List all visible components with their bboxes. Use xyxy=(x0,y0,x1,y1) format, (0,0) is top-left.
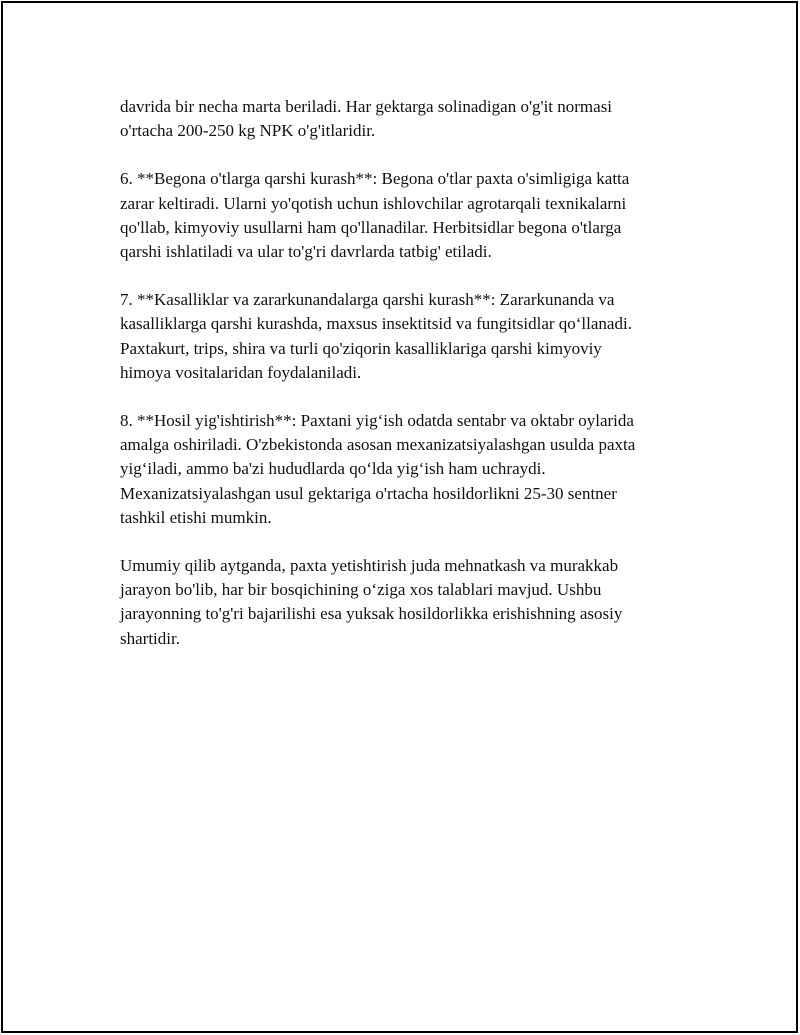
text-line: himoya vositalaridan foydalaniladi. xyxy=(120,362,362,382)
text-line: 7. **Kasalliklar va zararkunandalarga qarshi kurash**: Zararkunanda va xyxy=(120,290,615,310)
text-line: jarayon bo'lib, har bir bosqichining o‘ziga xos talablari mavjud. Ushbu xyxy=(120,580,602,600)
paragraph-harvest xyxy=(120,409,690,530)
text-line: 8. **Hosil yig'ishtirish**: Paxtani yig‘ish odatda sentabr va oktabr oylarida xyxy=(120,411,634,431)
text-line: tashkil etishi mumkin. xyxy=(120,507,272,527)
paragraph-fertilizer-continuation xyxy=(120,95,690,143)
text-line: o'rtacha 200-250 kg NPK o'g'itlaridir. xyxy=(120,121,376,141)
text-line: jarayonning to'g'ri bajarilishi esa yuksak hosildorlikka erishishning asosiy xyxy=(120,604,623,624)
paragraph-weed-control xyxy=(120,167,690,264)
text-line: Paxtakurt, trips, shira va turli qo'ziqorin kasalliklariga qarshi kimyoviy xyxy=(120,338,602,358)
document-body xyxy=(120,95,690,675)
text-line: yig‘iladi, ammo ba'zi hududlarda qo‘lda yig‘ish ham uchraydi. xyxy=(120,459,546,479)
text-line: 6. **Begona o'tlarga qarshi kurash**: Begona o'tlar paxta o'simligiga katta xyxy=(120,169,630,189)
paragraph-pest-control xyxy=(120,288,690,385)
text-line: shartidir. xyxy=(120,628,180,648)
text-line: Mexanizatsiyalashgan usul gektariga o'rtacha hosildorlikni 25-30 sentner xyxy=(120,483,617,503)
text-line: amalga oshiriladi. O'zbekistonda asosan mexanizatsiyalashgan usulda paxta xyxy=(120,435,636,455)
text-line: Umumiy qilib aytganda, paxta yetishtirish juda mehnatkash va murakkab xyxy=(120,556,619,576)
paragraph-conclusion xyxy=(120,554,690,651)
text-line: qarshi ishlatiladi va ular to'g'ri davrlarda tatbig' etiladi. xyxy=(120,242,492,262)
text-line: kasalliklarga qarshi kurashda, maxsus insektitsid va fungitsidlar qo‘llanadi. xyxy=(120,314,632,334)
text-line: zarar keltiradi. Ularni yo'qotish uchun ishlovchilar agrotarqali texnikalarni xyxy=(120,193,627,213)
text-line: qo'llab, kimyoviy usullarni ham qo'llanadilar. Herbitsidlar begona o'tlarga xyxy=(120,217,622,237)
document-page xyxy=(1,1,798,1033)
text-line: davrida bir necha marta beriladi. Har gektarga solinadigan o'g'it normasi xyxy=(120,97,613,116)
